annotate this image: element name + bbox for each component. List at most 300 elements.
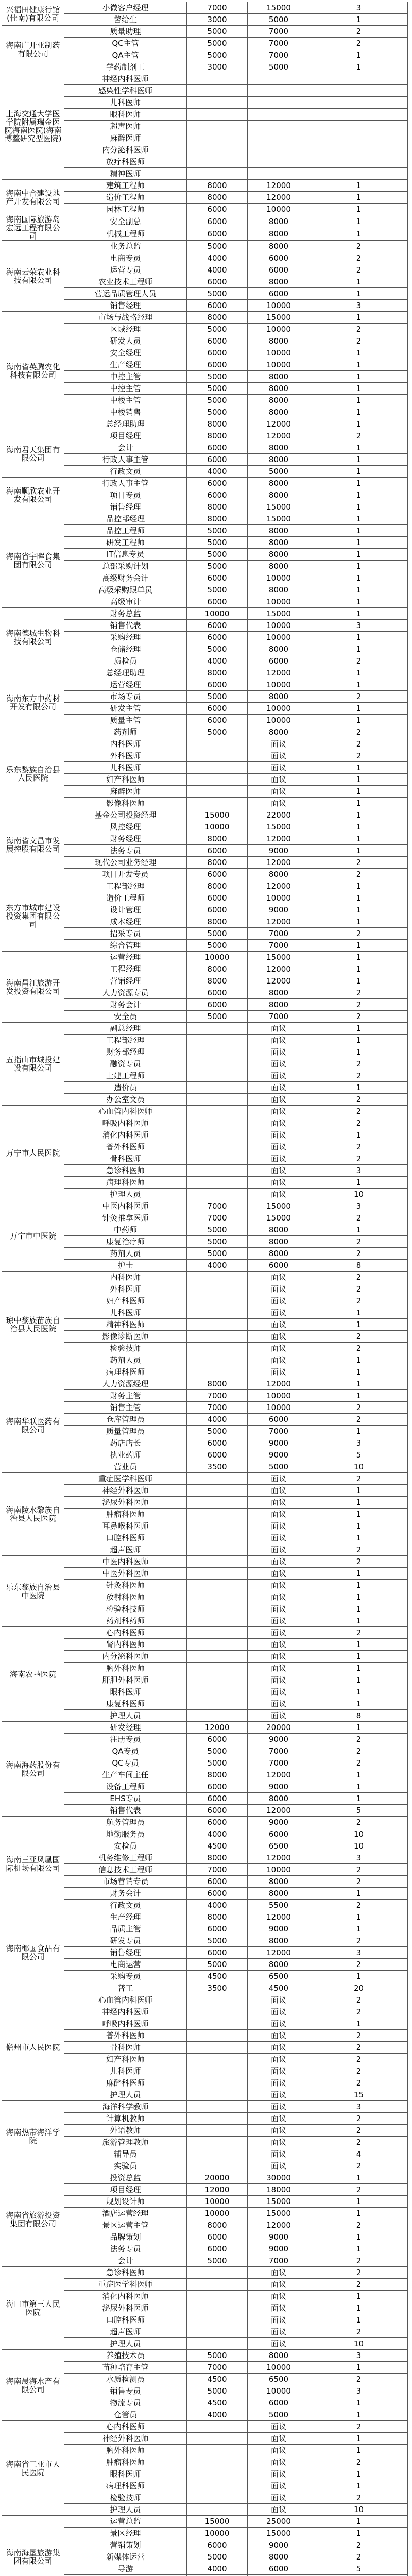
salary-min-cell: 5000: [187, 2551, 248, 2563]
headcount-cell: 1: [310, 1888, 408, 1900]
headcount-cell: 2: [310, 1272, 408, 1283]
salary-max-cell: 15000: [248, 608, 310, 620]
headcount-cell: 2: [310, 1153, 408, 1165]
headcount-cell: 1: [310, 608, 408, 620]
salary-min-cell: 3500: [187, 1461, 248, 1473]
salary-max-cell: 5500: [248, 1900, 310, 1911]
headcount-cell: 2: [310, 1734, 408, 1745]
salary-min-cell: [187, 2326, 248, 2338]
position-cell: 儿科医师: [64, 2065, 187, 2077]
position-cell: 外科医师: [64, 750, 187, 762]
salary-min-cell: 6000: [187, 620, 248, 632]
position-cell: 行政人事主管: [64, 478, 187, 489]
salary-max-cell: 面议: [248, 1615, 310, 1627]
position-cell: 安全员: [64, 1011, 187, 1023]
table-row: [2, 1556, 408, 1568]
salary-max-cell: 12000: [248, 192, 310, 204]
position-cell: 酒店运营经理: [64, 2208, 187, 2219]
headcount-cell: 1: [310, 1366, 408, 1378]
salary-max-cell: 面议: [248, 750, 310, 762]
position-cell: 检验科技师: [64, 1603, 187, 1615]
salary-max-cell: 8000: [248, 1935, 310, 1947]
headcount-cell: 1: [310, 1354, 408, 1366]
position-cell: 行政文员: [64, 466, 187, 478]
position-cell: 呼吸内科医师: [64, 1117, 187, 1129]
salary-max-cell: 面议: [248, 2267, 310, 2279]
headcount-cell: 20: [310, 1982, 408, 1994]
salary-max-cell: [248, 132, 310, 144]
position-cell: 品质主管: [64, 1923, 187, 1935]
position-cell: 麻醉科医师: [64, 2077, 187, 2089]
headcount-cell: 2: [310, 26, 408, 38]
salary-min-cell: [187, 1177, 248, 1189]
position-cell: 神经内科医师: [64, 2006, 187, 2018]
salary-min-cell: [187, 1023, 248, 1035]
salary-min-cell: [187, 798, 248, 809]
position-cell: 眼科医师: [64, 1686, 187, 1698]
salary-min-cell: 8000: [187, 916, 248, 928]
position-cell: 运营总监: [64, 2516, 187, 2528]
position-cell: 项目经理: [64, 2184, 187, 2196]
salary-max-cell: 10000: [248, 347, 310, 359]
salary-min-cell: [187, 156, 248, 168]
salary-max-cell: 面议: [248, 2302, 310, 2314]
headcount-cell: 2: [310, 1959, 408, 1971]
salary-max-cell: 面议: [248, 2492, 310, 2504]
salary-min-cell: [187, 1106, 248, 1117]
position-cell: 现代公司业务经理: [64, 857, 187, 869]
position-cell: 建筑工程师: [64, 180, 187, 192]
salary-max-cell: 10000: [248, 620, 310, 632]
salary-max-cell: 6000: [248, 264, 310, 276]
position-cell: 设备工程师: [64, 1781, 187, 1793]
headcount-cell: 1: [310, 395, 408, 406]
position-cell: 导游: [64, 2563, 187, 2575]
salary-min-cell: [187, 2302, 248, 2314]
salary-max-cell: 8000: [248, 478, 310, 489]
headcount-cell: 1: [310, 940, 408, 952]
position-cell: 营销策划: [64, 2539, 187, 2551]
table-row: [2, 2, 408, 14]
salary-max-cell: 12000: [248, 1378, 310, 1390]
position-cell: QC主管: [64, 38, 187, 49]
headcount-cell: 1: [310, 359, 408, 371]
salary-max-cell: 8000: [248, 999, 310, 1011]
position-cell: 肝胆外科医师: [64, 1674, 187, 1686]
position-cell: 护理人员: [64, 2504, 187, 2516]
headcount-cell: [310, 109, 408, 121]
salary-max-cell: 8000: [248, 561, 310, 572]
salary-max-cell: 8000: [248, 241, 310, 252]
salary-max-cell: 面议: [248, 1189, 310, 1200]
salary-max-cell: 9000: [248, 1781, 310, 1793]
salary-min-cell: 20000: [187, 2172, 248, 2184]
salary-min-cell: 5000: [187, 525, 248, 537]
position-cell: 内分泌科医师: [64, 144, 187, 156]
position-cell: 研发人员: [64, 335, 187, 347]
position-cell: 财务主管: [64, 1390, 187, 1402]
company-cell: 兴福田健康行馆(佳南)有限公司: [2, 2, 64, 26]
salary-min-cell: 6000: [187, 892, 248, 904]
position-cell: 信息技术工程师: [64, 1864, 187, 1876]
salary-min-cell: 6000: [187, 999, 248, 1011]
position-cell: 研发经理: [64, 1722, 187, 1734]
headcount-cell: 1: [310, 1224, 408, 1236]
salary-min-cell: 6000: [187, 454, 248, 466]
headcount-cell: 1: [310, 632, 408, 643]
headcount-cell: 1: [310, 786, 408, 798]
salary-max-cell: 8000: [248, 1888, 310, 1900]
salary-max-cell: 面议: [248, 1129, 310, 1141]
salary-max-cell: 面议: [248, 1497, 310, 1509]
headcount-cell: 2: [310, 2551, 408, 2563]
headcount-cell: 1: [310, 1639, 408, 1651]
salary-max-cell: 8000: [248, 228, 310, 241]
salary-min-cell: 6000: [187, 204, 248, 215]
salary-min-cell: 8000: [187, 1769, 248, 1781]
table-row: [2, 430, 408, 442]
position-cell: 设计管理: [64, 904, 187, 916]
salary-max-cell: 12000: [248, 857, 310, 869]
salary-min-cell: [187, 1272, 248, 1283]
salary-min-cell: 8000: [187, 963, 248, 975]
salary-min-cell: 6000: [187, 1449, 248, 1461]
headcount-cell: 1: [310, 61, 408, 73]
salary-min-cell: [187, 2421, 248, 2433]
position-cell: 项目开发专员: [64, 869, 187, 880]
salary-max-cell: 12000: [248, 1911, 310, 1923]
headcount-cell: 2: [310, 2065, 408, 2077]
salary-max-cell: 12000: [248, 180, 310, 192]
headcount-cell: 1: [310, 715, 408, 726]
salary-min-cell: 7000: [187, 1402, 248, 1414]
position-cell: 药店店长: [64, 1437, 187, 1449]
headcount-cell: 2: [310, 987, 408, 999]
salary-min-cell: 6000: [187, 1923, 248, 1935]
table-row: [2, 312, 408, 324]
position-cell: 养殖技术员: [64, 2350, 187, 2362]
position-cell: 业务总监: [64, 241, 187, 252]
salary-max-cell: 面议: [248, 786, 310, 798]
position-cell: 地勤服务员: [64, 1828, 187, 1840]
position-cell: 检验技师: [64, 2492, 187, 2504]
salary-min-cell: [187, 1331, 248, 1343]
position-cell: 安全副总: [64, 215, 187, 228]
table-row: [2, 1817, 408, 1828]
position-cell: 影像诊断医师: [64, 1331, 187, 1343]
salary-max-cell: 面议: [248, 1035, 310, 1046]
salary-min-cell: 8000: [187, 430, 248, 442]
table-row: [2, 2421, 408, 2433]
headcount-cell: 1: [310, 561, 408, 572]
salary-max-cell: 8000: [248, 442, 310, 454]
salary-max-cell: 面议: [248, 1094, 310, 1106]
headcount-cell: 2: [310, 2326, 408, 2338]
headcount-cell: 1: [310, 1580, 408, 1591]
position-cell: 市场专员: [64, 691, 187, 703]
salary-min-cell: 5000: [187, 1959, 248, 1971]
company-cell: 海南昌江旅游开发投资有限公司: [2, 952, 64, 1023]
position-cell: 旅游管理教师: [64, 2137, 187, 2148]
salary-max-cell: 15000: [248, 312, 310, 324]
headcount-cell: 2: [310, 2030, 408, 2042]
position-cell: 造价工程师: [64, 192, 187, 204]
salary-min-cell: 4000: [187, 1900, 248, 1911]
headcount-cell: 2: [310, 1236, 408, 1248]
headcount-cell: 2: [310, 2160, 408, 2172]
salary-max-cell: [248, 168, 310, 180]
position-cell: 神经外科医师: [64, 1485, 187, 1497]
salary-max-cell: 12000: [248, 1805, 310, 1817]
salary-max-cell: 8000: [248, 406, 310, 418]
headcount-cell: 2: [310, 252, 408, 264]
salary-min-cell: 8000: [187, 1378, 248, 1390]
salary-min-cell: [187, 1319, 248, 1331]
salary-max-cell: 面议: [248, 2054, 310, 2065]
salary-max-cell: 8000: [248, 537, 310, 549]
company-cell: 乐东黎族自治县人民医院: [2, 738, 64, 809]
salary-max-cell: 面议: [248, 1046, 310, 1058]
salary-min-cell: 5000: [187, 584, 248, 596]
salary-max-cell: 8000: [248, 215, 310, 228]
position-cell: 会计: [64, 2255, 187, 2267]
salary-max-cell: 6000: [248, 288, 310, 300]
position-cell: 肾内科医师: [64, 1639, 187, 1651]
salary-min-cell: 5000: [187, 1236, 248, 1248]
salary-max-cell: 15000: [248, 501, 310, 513]
salary-max-cell: 面议: [248, 2326, 310, 2338]
headcount-cell: 1: [310, 703, 408, 715]
position-cell: 小微客户经理: [64, 2, 187, 14]
salary-min-cell: [187, 1509, 248, 1520]
salary-max-cell: [248, 97, 310, 109]
salary-min-cell: 6000: [187, 1876, 248, 1888]
salary-max-cell: 7000: [248, 1011, 310, 1023]
table-row: [2, 1722, 408, 1734]
salary-max-cell: 10000: [248, 596, 310, 608]
salary-max-cell: 面议: [248, 2314, 310, 2326]
salary-max-cell: 9000: [248, 1923, 310, 1935]
salary-max-cell: 6000: [248, 1828, 310, 1840]
headcount-cell: 2: [310, 2042, 408, 2054]
position-cell: 物流专员: [64, 2397, 187, 2409]
headcount-cell: 1: [310, 2018, 408, 2030]
table-row: [2, 2172, 408, 2184]
salary-max-cell: 8000: [248, 643, 310, 655]
salary-max-cell: 面议: [248, 1366, 310, 1378]
table-row: [2, 26, 408, 38]
position-cell: QA专员: [64, 1745, 187, 1757]
position-cell: 新媒体运营: [64, 2551, 187, 2563]
salary-min-cell: [187, 2267, 248, 2279]
position-cell: 造价工程师: [64, 892, 187, 904]
salary-max-cell: 10000: [248, 2385, 310, 2397]
headcount-cell: 3: [310, 2350, 408, 2362]
salary-min-cell: 10000: [187, 2196, 248, 2208]
headcount-cell: 1: [310, 1603, 408, 1615]
table-row: [2, 1473, 408, 1485]
position-cell: 行政人事主管: [64, 454, 187, 466]
position-cell: 肿瘤科医师: [64, 1509, 187, 1520]
salary-max-cell: 12000: [248, 1947, 310, 1959]
position-cell: 儿科医师: [64, 1307, 187, 1319]
position-cell: 眼科医师: [64, 2468, 187, 2480]
company-cell: 海南省旅游投资集团有限公司: [2, 2172, 64, 2267]
salary-max-cell: 面议: [248, 2030, 310, 2042]
headcount-cell: 1: [310, 643, 408, 655]
salary-min-cell: [187, 1674, 248, 1686]
salary-min-cell: [187, 1686, 248, 1698]
company-cell: 万宁市人民医院: [2, 1106, 64, 1200]
position-cell: 综合管理: [64, 940, 187, 952]
headcount-cell: 1: [310, 1378, 408, 1390]
position-cell: 泌尿外科医师: [64, 1497, 187, 1509]
salary-max-cell: 面议: [248, 2456, 310, 2468]
salary-max-cell: 12000: [248, 975, 310, 987]
position-cell: 麻醉医师: [64, 786, 187, 798]
salary-max-cell: 9000: [248, 1817, 310, 1828]
headcount-cell: 2: [310, 2539, 408, 2551]
headcount-cell: 2: [310, 2279, 408, 2291]
headcount-cell: 1: [310, 2243, 408, 2255]
position-cell: 研发专员: [64, 1935, 187, 1947]
salary-min-cell: 8000: [187, 880, 248, 892]
salary-min-cell: 4000: [187, 1260, 248, 1272]
position-cell: 品牌策划: [64, 2231, 187, 2243]
salary-min-cell: [187, 1046, 248, 1058]
headcount-cell: 2: [310, 1473, 408, 1485]
company-cell: 海南国际旅游岛宏远工程有限公司: [2, 215, 64, 241]
position-cell: 心内科医师: [64, 2421, 187, 2433]
headcount-cell: 2: [310, 1331, 408, 1343]
company-cell: 海南云荣农业科技有限公司: [2, 241, 64, 312]
headcount-cell: 3: [310, 1947, 408, 1959]
headcount-cell: 1: [310, 2528, 408, 2539]
position-cell: 市场营销专员: [64, 1876, 187, 1888]
headcount-cell: 2: [310, 1402, 408, 1414]
salary-max-cell: 12000: [248, 2219, 310, 2231]
position-cell: 电商专员: [64, 252, 187, 264]
company-cell: 海口市第三人民医院: [2, 2267, 64, 2350]
position-cell: 质量助理: [64, 26, 187, 38]
salary-max-cell: 面议: [248, 1485, 310, 1497]
salary-min-cell: [187, 1141, 248, 1153]
headcount-cell: 1: [310, 1722, 408, 1734]
salary-min-cell: 5000: [187, 1224, 248, 1236]
salary-max-cell: 8000: [248, 1793, 310, 1805]
salary-min-cell: [187, 2492, 248, 2504]
salary-min-cell: 6000: [187, 215, 248, 228]
salary-min-cell: 7000: [187, 1212, 248, 1224]
salary-min-cell: 4000: [187, 1828, 248, 1840]
salary-min-cell: 6000: [187, 632, 248, 643]
position-cell: 内科医师: [64, 1272, 187, 1283]
position-cell: 神经外科医师: [64, 2433, 187, 2445]
salary-min-cell: 8000: [187, 1852, 248, 1864]
salary-min-cell: 5000: [187, 38, 248, 49]
salary-max-cell: 面议: [248, 1153, 310, 1165]
headcount-cell: 1: [310, 1615, 408, 1627]
salary-max-cell: 7000: [248, 1745, 310, 1757]
position-cell: 仓管员: [64, 2409, 187, 2421]
salary-max-cell: 面议: [248, 1509, 310, 1520]
salary-min-cell: 5000: [187, 1248, 248, 1260]
salary-max-cell: [248, 156, 310, 168]
salary-max-cell: [248, 144, 310, 156]
headcount-cell: 2: [310, 738, 408, 750]
salary-max-cell: 15000: [248, 2528, 310, 2539]
salary-max-cell: 7000: [248, 1757, 310, 1769]
salary-min-cell: [187, 1485, 248, 1497]
headcount-cell: 1: [310, 596, 408, 608]
headcount-cell: 2: [310, 999, 408, 1011]
salary-min-cell: [187, 2279, 248, 2291]
salary-max-cell: 7000: [248, 2255, 310, 2267]
headcount-cell: 1: [310, 1663, 408, 1674]
salary-min-cell: [187, 1295, 248, 1307]
headcount-cell: 10: [310, 1840, 408, 1852]
salary-min-cell: [187, 2018, 248, 2030]
salary-max-cell: 10000: [248, 1402, 310, 1414]
headcount-cell: 1: [310, 892, 408, 904]
salary-min-cell: 4500: [187, 2397, 248, 2409]
company-cell: 海南省宇晖食集团有限公司: [2, 513, 64, 608]
salary-max-cell: 面议: [248, 1639, 310, 1651]
salary-min-cell: [187, 2006, 248, 2018]
headcount-cell: 1: [310, 347, 408, 359]
position-cell: 针灸科医师: [64, 1580, 187, 1591]
position-cell: 护理人员: [64, 2089, 187, 2101]
headcount-cell: 2: [310, 1070, 408, 1082]
salary-min-cell: [187, 144, 248, 156]
position-cell: 超声医师: [64, 1544, 187, 1556]
position-cell: 仓储经理: [64, 643, 187, 655]
salary-min-cell: [187, 1117, 248, 1129]
salary-max-cell: 8000: [248, 1876, 310, 1888]
salary-min-cell: 7000: [187, 1200, 248, 1212]
headcount-cell: 1: [310, 288, 408, 300]
headcount-cell: 1: [310, 228, 408, 241]
position-cell: 中控主管: [64, 371, 187, 383]
salary-min-cell: [187, 2089, 248, 2101]
position-cell: 警给生: [64, 14, 187, 26]
salary-max-cell: 面议: [248, 1106, 310, 1117]
headcount-cell: [310, 156, 408, 168]
position-cell: 放射科医师: [64, 1591, 187, 1603]
salary-max-cell: 10000: [248, 324, 310, 335]
headcount-cell: 1: [310, 49, 408, 61]
salary-min-cell: 4500: [187, 1840, 248, 1852]
position-cell: 总经理助理: [64, 667, 187, 679]
salary-min-cell: 6000: [187, 715, 248, 726]
salary-min-cell: [187, 1082, 248, 1094]
position-cell: 耳鼻喉科医师: [64, 1520, 187, 1532]
salary-max-cell: 6000: [248, 1260, 310, 1272]
position-cell: EHS专员: [64, 1793, 187, 1805]
headcount-cell: 1: [310, 774, 408, 786]
position-cell: 护理人员: [64, 1710, 187, 1722]
salary-min-cell: [187, 1153, 248, 1165]
salary-max-cell: 6000: [248, 252, 310, 264]
headcount-cell: 1: [310, 798, 408, 809]
headcount-cell: 1: [310, 1591, 408, 1603]
position-cell: 精神医师: [64, 168, 187, 180]
headcount-cell: 2: [310, 1106, 408, 1117]
salary-min-cell: [187, 2101, 248, 2113]
headcount-cell: 1: [310, 418, 408, 430]
salary-max-cell: 9000: [248, 1437, 310, 1449]
position-cell: 心血管内科医师: [64, 1994, 187, 2006]
